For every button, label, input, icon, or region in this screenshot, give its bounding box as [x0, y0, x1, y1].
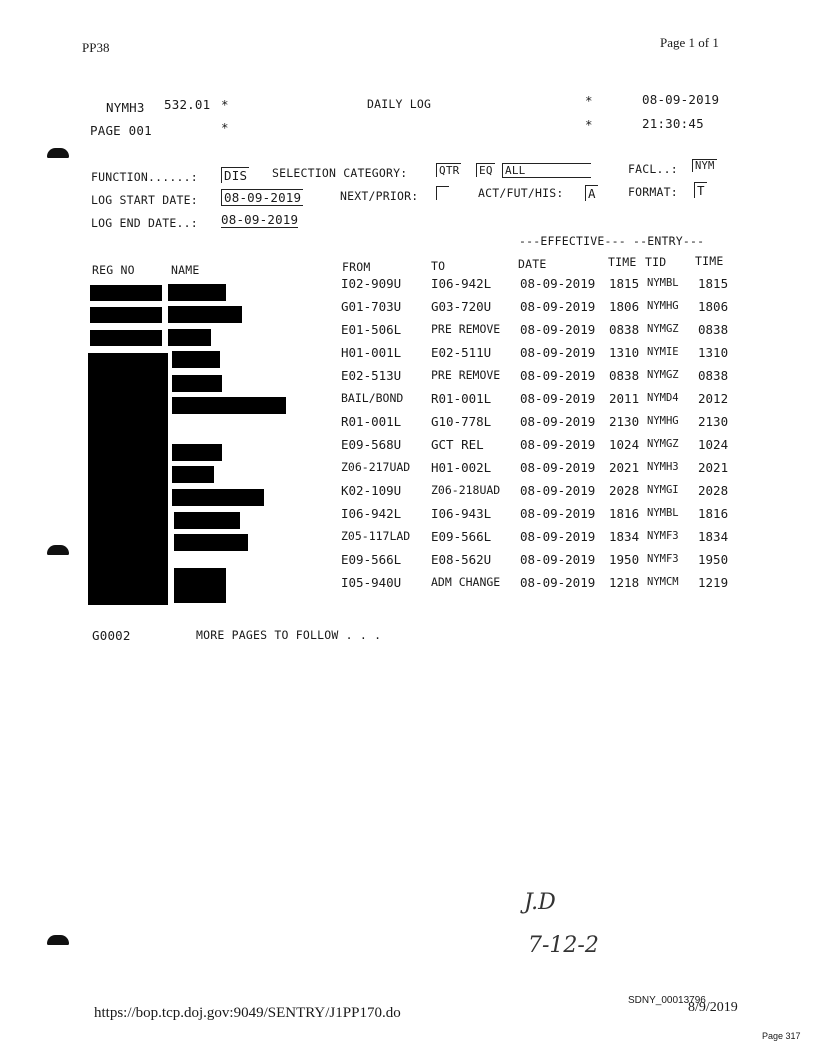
selection-value-field[interactable]: ALL: [502, 163, 591, 178]
star-marker: *: [585, 93, 593, 108]
cell-to: G10-778L: [431, 414, 492, 429]
cell-time: 1950: [609, 552, 640, 567]
cell-tid: NYMIE: [647, 346, 679, 358]
cell-date: 08-09-2019: [520, 437, 596, 452]
facility-field[interactable]: NYM: [692, 159, 717, 172]
cell-tid: NYMGZ: [647, 323, 679, 335]
page-of-label: Page 1 of 1: [660, 35, 719, 50]
cell-from: Z05-117LAD: [341, 529, 411, 543]
log-start-date-label: LOG START DATE:: [91, 193, 198, 207]
cell-time: 1816: [609, 506, 640, 521]
handwritten-initials: J.D: [524, 890, 556, 915]
cell-to: Z06-218UAD: [431, 483, 501, 497]
cell-from: E02-513U: [341, 368, 402, 383]
cell-to: ADM CHANGE: [431, 575, 501, 589]
cell-from: K02-109U: [341, 483, 402, 498]
cell-time: 1218: [609, 575, 640, 590]
redaction-block: [172, 351, 220, 368]
cell-to: PRE REMOVE: [431, 322, 501, 336]
cell-entry-time: 1310: [698, 345, 729, 360]
facility-label: FACL..:: [628, 162, 678, 176]
cell-date: 08-09-2019: [520, 529, 596, 544]
cell-from: Z06-217UAD: [341, 460, 411, 474]
star-marker: *: [221, 120, 229, 135]
cell-entry-time: 2021: [698, 460, 729, 475]
column-header-to: TO: [431, 259, 446, 273]
format-field[interactable]: T: [694, 182, 707, 198]
redaction-block: [88, 353, 168, 605]
cell-date: 08-09-2019: [520, 483, 596, 498]
system-code: NYMH3: [106, 100, 145, 115]
redaction-block: [168, 306, 242, 323]
page-label: PAGE 001: [90, 123, 152, 138]
cell-tid: NYMGZ: [647, 369, 679, 381]
log-end-date-label: LOG END DATE..:: [91, 216, 198, 230]
selection-operator-field[interactable]: EQ: [476, 163, 495, 177]
cell-to: I06-943L: [431, 506, 492, 521]
cell-date: 08-09-2019: [520, 575, 596, 590]
cell-from: E09-568U: [341, 437, 402, 452]
cell-from: R01-001L: [341, 414, 402, 429]
cell-from: E01-506L: [341, 322, 402, 337]
cell-tid: NYMBL: [647, 277, 679, 289]
cell-entry-time: 1815: [698, 276, 729, 291]
print-date: 8/9/2019: [688, 1000, 738, 1015]
star-marker: *: [221, 97, 229, 112]
hole-punch-mark: [47, 935, 69, 945]
cell-entry-time: 0838: [698, 368, 729, 383]
column-header-date: DATE: [518, 257, 547, 271]
cell-to: G03-720U: [431, 299, 492, 314]
header-time: 21:30:45: [642, 116, 704, 131]
cell-tid: NYMHG: [647, 300, 679, 312]
bates-number: SDNY_00013796: [628, 995, 706, 1006]
cell-time: 1806: [609, 299, 640, 314]
cell-time: 2021: [609, 460, 640, 475]
cell-from: I06-942L: [341, 506, 402, 521]
document-id: PP38: [82, 40, 110, 55]
cell-entry-time: 2028: [698, 483, 729, 498]
handwritten-date: 7-12-2: [528, 933, 599, 958]
cell-time: 2130: [609, 414, 640, 429]
next-prior-label: NEXT/PRIOR:: [340, 189, 419, 203]
star-marker: *: [585, 117, 593, 132]
cell-entry-time: 1834: [698, 529, 729, 544]
cell-entry-time: 1806: [698, 299, 729, 314]
cell-date: 08-09-2019: [520, 276, 596, 291]
cell-date: 08-09-2019: [520, 345, 596, 360]
redaction-block: [168, 284, 226, 301]
cell-time: 0838: [609, 322, 640, 337]
cell-from: I05-940U: [341, 575, 402, 590]
act-fut-his-label: ACT/FUT/HIS:: [478, 186, 564, 200]
cell-to: I06-942L: [431, 276, 492, 291]
cell-date: 08-09-2019: [520, 368, 596, 383]
cell-date: 08-09-2019: [520, 414, 596, 429]
log-code: 532.01: [164, 97, 211, 112]
column-header-name: NAME: [171, 263, 200, 277]
cell-date: 08-09-2019: [520, 460, 596, 475]
cell-tid: NYMGZ: [647, 438, 679, 450]
function-label: FUNCTION......:: [91, 170, 198, 184]
cell-entry-time: 1950: [698, 552, 729, 567]
column-header-tid: TID: [645, 255, 667, 269]
redaction-block: [90, 285, 162, 301]
cell-tid: NYMHG: [647, 415, 679, 427]
cell-entry-time: 2130: [698, 414, 729, 429]
cell-time: 2028: [609, 483, 640, 498]
cell-from: I02-909U: [341, 276, 402, 291]
redaction-block: [174, 568, 226, 603]
log-end-date-field[interactable]: 08-09-2019: [221, 212, 299, 227]
cell-time: 1815: [609, 276, 640, 291]
cell-to: H01-002L: [431, 460, 492, 475]
cell-date: 08-09-2019: [520, 506, 596, 521]
cell-to: R01-001L: [431, 391, 492, 406]
next-prior-field[interactable]: [436, 186, 449, 200]
redaction-block: [90, 307, 162, 323]
cell-to: E08-562U: [431, 552, 492, 567]
cell-from: H01-001L: [341, 345, 402, 360]
log-start-date-field[interactable]: 08-09-2019: [221, 189, 303, 206]
cell-tid: NYMD4: [647, 392, 679, 404]
function-field[interactable]: DIS: [221, 167, 249, 183]
column-header-entry-time: TIME: [695, 254, 724, 268]
column-header-time: TIME: [608, 255, 637, 269]
hole-punch-mark: [47, 148, 69, 158]
act-fut-his-field[interactable]: A: [585, 185, 598, 201]
column-header-from: FROM: [342, 260, 371, 274]
redaction-block: [172, 397, 286, 414]
cell-time: 0838: [609, 368, 640, 383]
cell-tid: NYMF3: [647, 530, 679, 542]
more-pages-message: MORE PAGES TO FOLLOW . . .: [196, 628, 382, 642]
cell-from: E09-566L: [341, 552, 402, 567]
redaction-block: [172, 489, 264, 506]
cell-date: 08-09-2019: [520, 552, 596, 567]
redaction-block: [174, 512, 240, 529]
redaction-block: [174, 534, 248, 551]
cell-from: BAIL/BOND: [341, 391, 404, 405]
cell-time: 1310: [609, 345, 640, 360]
column-header-reg-no: REG NO: [92, 263, 135, 277]
cell-to: GCT REL: [431, 437, 484, 452]
cell-time: 1024: [609, 437, 640, 452]
header-date: 08-09-2019: [642, 92, 720, 107]
cell-from: G01-703U: [341, 299, 402, 314]
cell-date: 08-09-2019: [520, 299, 596, 314]
redaction-block: [168, 329, 211, 346]
cell-entry-time: 1024: [698, 437, 729, 452]
cell-tid: NYMGI: [647, 484, 679, 496]
cell-entry-time: 1219: [698, 575, 729, 590]
redaction-block: [172, 444, 222, 461]
format-label: FORMAT:: [628, 185, 678, 199]
redaction-block: [172, 375, 222, 392]
cell-time: 2011: [609, 391, 640, 406]
cell-time: 1834: [609, 529, 640, 544]
cell-tid: NYMBL: [647, 507, 679, 519]
cell-tid: NYMF3: [647, 553, 679, 565]
page-number: Page 317: [762, 1031, 801, 1041]
selection-category-field[interactable]: QTR: [436, 163, 461, 177]
cell-date: 08-09-2019: [520, 391, 596, 406]
cell-date: 08-09-2019: [520, 322, 596, 337]
cell-tid: NYMH3: [647, 461, 679, 473]
selection-category-label: SELECTION CATEGORY:: [272, 166, 408, 180]
cell-entry-time: 2012: [698, 391, 729, 406]
cell-to: E02-511U: [431, 345, 492, 360]
cell-to: E09-566L: [431, 529, 492, 544]
redaction-block: [90, 330, 162, 346]
group-header: ---EFFECTIVE--- --ENTRY---: [519, 234, 705, 248]
cell-entry-time: 0838: [698, 322, 729, 337]
source-url: https://bop.tcp.doj.gov:9049/SENTRY/J1PP170.do: [94, 1005, 401, 1021]
cell-entry-time: 1816: [698, 506, 729, 521]
message-code: G0002: [92, 628, 131, 643]
log-title: DAILY LOG: [367, 97, 432, 111]
hole-punch-mark: [47, 545, 69, 555]
cell-to: PRE REMOVE: [431, 368, 501, 382]
redaction-block: [172, 466, 214, 483]
cell-tid: NYMCM: [647, 576, 679, 588]
